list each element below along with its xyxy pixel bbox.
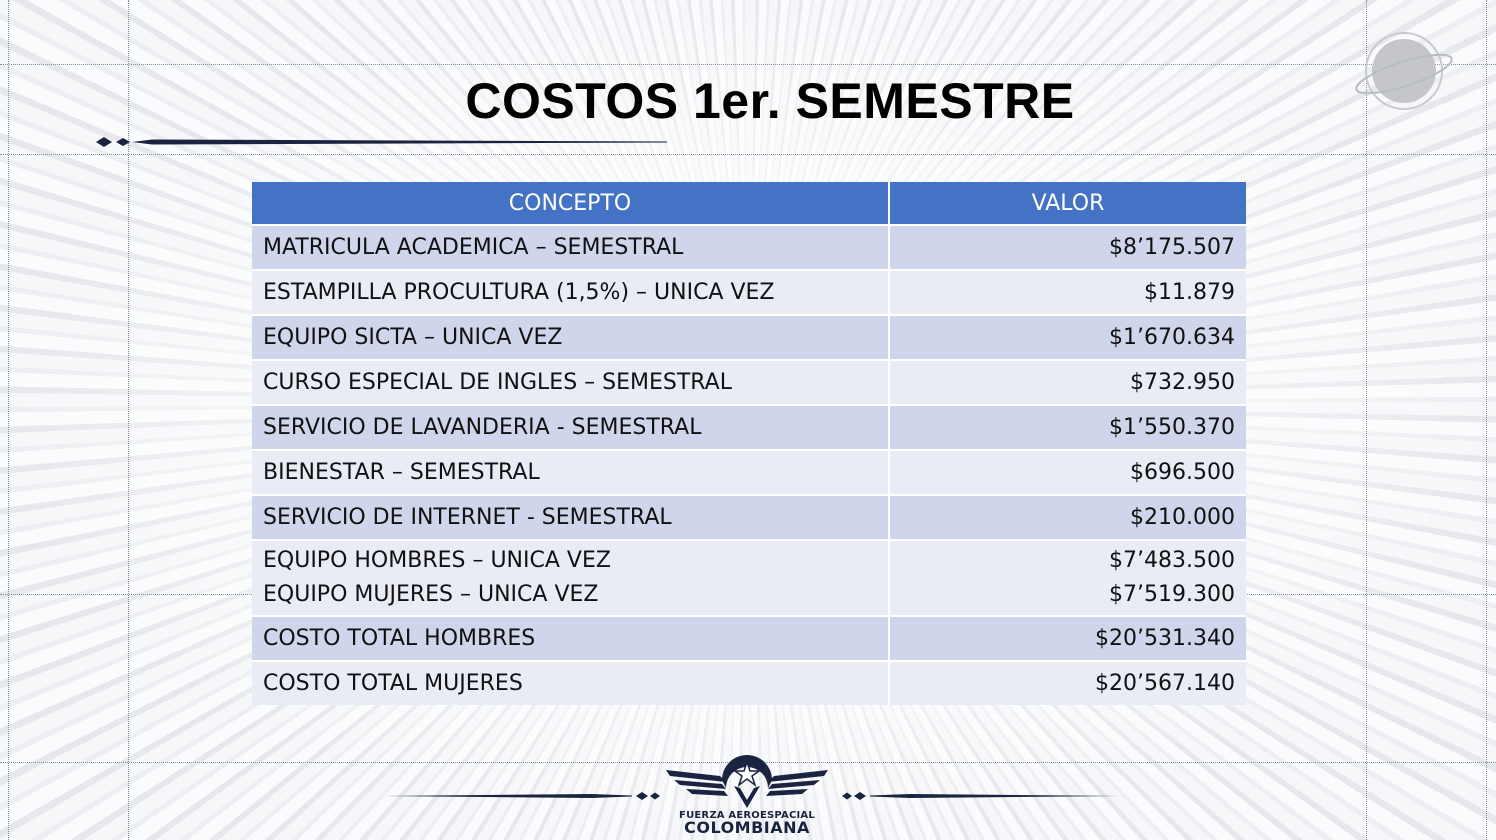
table-row <box>252 450 1246 495</box>
concept-line: EQUIPO HOMBRES – UNICA VEZ <box>263 548 611 573</box>
concept-cell: COSTO TOTAL HOMBRES <box>252 616 889 661</box>
header-concept: CONCEPTO <box>252 182 889 225</box>
value-cell: $210.000 <box>889 495 1246 540</box>
table-row <box>252 495 1246 540</box>
logo-line-1: FUERZA AEROESPACIAL <box>679 810 815 821</box>
guide-line <box>8 0 9 840</box>
value-cell: $1’550.370 <box>889 405 1246 450</box>
table-row <box>252 405 1246 450</box>
footer-left-decoration <box>382 786 662 806</box>
concept-cell: MATRICULA ACADEMICA – SEMESTRAL <box>252 225 889 270</box>
concept-cell <box>252 540 889 616</box>
cost-table <box>252 182 1246 705</box>
concept-line: EQUIPO MUJERES – UNICA VEZ <box>263 582 599 607</box>
concept-cell: EQUIPO SICTA – UNICA VEZ <box>252 315 889 360</box>
table-row <box>252 315 1246 360</box>
concept-cell: SERVICIO DE LAVANDERIA - SEMESTRAL <box>252 405 889 450</box>
table-row <box>252 540 1246 616</box>
table-row <box>252 225 1246 270</box>
concept-cell: BIENESTAR – SEMESTRAL <box>252 450 889 495</box>
value-cell: $11.879 <box>889 270 1246 315</box>
header-value: VALOR <box>889 182 1246 225</box>
concept-cell: CURSO ESPECIAL DE INGLES – SEMESTRAL <box>252 360 889 405</box>
title-underline-decoration <box>92 132 672 152</box>
table-header-row <box>252 182 1246 225</box>
table-row <box>252 661 1246 705</box>
value-cell: $1’670.634 <box>889 315 1246 360</box>
concept-cell: ESTAMPILLA PROCULTURA (1,5%) – UNICA VEZ <box>252 270 889 315</box>
value-cell: $20’531.340 <box>889 616 1246 661</box>
page-title: COSTOS 1er. SEMESTRE <box>465 73 1075 129</box>
planet-icon <box>1352 28 1456 116</box>
table-row <box>252 270 1246 315</box>
value-cell: $696.500 <box>889 450 1246 495</box>
logo-line-2: COLOMBIANA <box>684 818 810 837</box>
guide-line <box>0 64 1496 65</box>
value-cell: $8’175.507 <box>889 225 1246 270</box>
footer-right-decoration <box>840 786 1124 806</box>
guide-line <box>1486 0 1487 840</box>
value-cell: $20’567.140 <box>889 661 1246 705</box>
value-line: $7’519.300 <box>1109 582 1235 607</box>
table-row <box>252 616 1246 661</box>
table-row <box>252 360 1246 405</box>
guide-line <box>128 0 129 840</box>
concept-cell: COSTO TOTAL MUJERES <box>252 661 889 705</box>
guide-line <box>1366 0 1367 840</box>
guide-line <box>0 154 1496 155</box>
value-line: $7’483.500 <box>1109 548 1235 573</box>
value-cell <box>889 540 1246 616</box>
value-cell: $732.950 <box>889 360 1246 405</box>
fac-logo <box>664 752 830 814</box>
concept-cell: SERVICIO DE INTERNET - SEMESTRAL <box>252 495 889 540</box>
